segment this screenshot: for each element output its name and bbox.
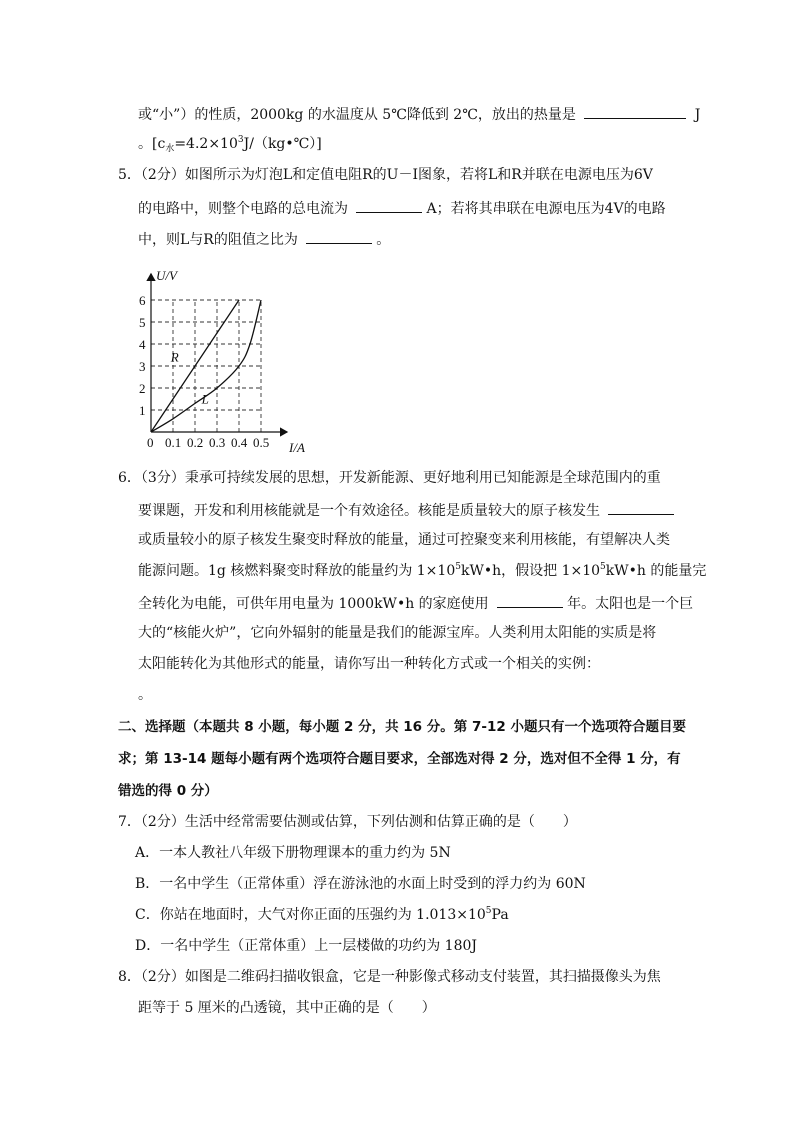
q8-line-1: 8．（2分）如图是二维码扫描收银盒，它是一种影像式移动支付装置，其扫描摄像头为焦	[118, 969, 661, 985]
q7-option-d[interactable]: D．一名中学生（正常体重）上一层楼做的功约为 180J	[135, 938, 478, 954]
u-i-graph	[128, 254, 328, 454]
answer-blank-fission[interactable]	[608, 500, 674, 515]
q7-option-c-exponent: 5	[485, 906, 492, 916]
y-tick-label: 5	[139, 315, 146, 330]
y-tick-label: 1	[139, 403, 146, 418]
q4-line-1	[138, 104, 700, 124]
q6-line-1: 6．（3分）秉承可持续发展的思想，开发新能源、更好地利用已知能源是全球范围内的重	[118, 470, 661, 486]
x-tick-label: 0.5	[253, 435, 270, 450]
q4-formula-start: 。[c	[138, 136, 166, 152]
q7-stem: 7．（2分）生活中经常需要估测或估算，下列估测和估算正确的是（ ）	[118, 814, 577, 830]
q4-exponent: 3	[237, 135, 244, 145]
x-tick-label: 0	[147, 435, 154, 450]
q6-exponent-1: 5	[455, 562, 461, 572]
q5-line-3	[138, 229, 390, 249]
answer-blank-years[interactable]	[497, 593, 563, 608]
x-tick-label: 0.2	[187, 435, 204, 450]
y-tick-label: 2	[139, 381, 146, 396]
q6-text-4c: kW•h 的能量完	[605, 563, 707, 579]
x-tick-label: 0.4	[231, 435, 248, 450]
section-heading-line-2: 求；第 13-14 题每小题有两个选项符合题目要求，全部选对得 2 分，选对但不全得 1 分，有	[118, 751, 681, 767]
q6-line-5	[138, 593, 693, 613]
q6-line-7: 太阳能转化为其他形式的能量，请你写出一种转化方式或一个相关的实例：	[138, 656, 600, 672]
q6-line-3: 或质量较小的原子核发生聚变时释放的能量，通过可控聚变来利用核能，有望解决人类	[138, 532, 670, 548]
q4-subscript: 水	[165, 144, 175, 154]
q6-text-4b: kW•h，假设把 1×10	[460, 563, 601, 579]
q7-option-c-unit: Pa	[491, 907, 509, 923]
q8-line-2: 距等于 5 厘米的凸透镜，其中正确的是（ ）	[138, 1000, 436, 1016]
answer-blank-heat[interactable]	[584, 104, 686, 119]
q6-text-5b: 年。太阳也是一个巨	[567, 596, 694, 612]
x-tick-label: 0.1	[165, 435, 182, 450]
q5-line-1: 5．（2分）如图所示为灯泡L和定值电阻R的U－I图象，若将L和R并联在电源电压为6V	[118, 167, 653, 183]
q4-line-2	[138, 135, 322, 153]
answer-blank-resistance-ratio[interactable]	[306, 229, 372, 244]
q6-exponent-2: 5	[600, 562, 606, 572]
q7-option-a[interactable]: A．一本人教社八年级下册物理课本的重力约为 5N	[135, 845, 451, 861]
y-tick-label: 4	[139, 337, 146, 352]
q5-text-d: 。	[376, 232, 391, 248]
y-axis-label: U/V	[156, 268, 177, 283]
q4-unit: J	[694, 107, 701, 123]
q7-option-b[interactable]: B．一名中学生（正常体重）浮在游泳池的水面上时受到的浮力约为 60N	[135, 876, 586, 892]
q6-line-8: 。	[138, 687, 152, 703]
q5-text-a: 的电路中，则整个电路的总电流为	[138, 201, 348, 217]
q5-text-c: 中，则L与R的阻值之比为	[138, 232, 298, 248]
q6-line-6: 大的“核能火炉”，它向外辐射的能量是我们的能源宝库。人类利用太阳能的实质是将	[138, 625, 657, 641]
section-heading-line-3: 错选的得 0 分）	[118, 783, 218, 799]
tick-labels	[139, 293, 269, 450]
q6-text-5a: 全转化为电能，可供年用电量为 1000kW•h 的家庭使用	[138, 596, 489, 612]
chart-grid	[151, 300, 261, 432]
y-tick-label: 6	[139, 293, 146, 308]
x-axis-label: I/A	[289, 440, 305, 454]
q6-text-4a: 能源问题。1g 核燃料聚变时释放的能量约为 1×10	[138, 563, 456, 579]
y-tick-label: 3	[139, 359, 146, 374]
q6-line-2	[138, 500, 678, 520]
q4-formula-end: J/（kg•℃）]	[243, 136, 322, 152]
q6-text-2: 要课题，开发和利用核能就是一个有效途径。核能是质量较大的原子核发生	[138, 503, 600, 519]
series-label-R: R	[170, 349, 179, 365]
q7-option-c-text: C．你站在地面时，大气对你正面的压强约为 1.013×10	[135, 907, 486, 923]
q6-line-4	[138, 562, 706, 580]
series-label-L: L	[201, 391, 209, 407]
q7-option-c[interactable]	[135, 906, 509, 924]
q4-text: 或“小”）的性质，2000kg 的水温度从 5℃降低到 2℃，放出的热量是	[138, 107, 576, 123]
q4-formula-mid: =4.2×10	[174, 136, 238, 152]
q5-line-2	[138, 198, 666, 218]
x-tick-label: 0.3	[209, 435, 226, 450]
answer-blank-total-current[interactable]	[356, 198, 422, 213]
q5-text-b: A；若将其串联在电源电压为4V的电路	[426, 201, 666, 217]
section-heading-line-1: 二、选择题（本题共 8 小题，每小题 2 分，共 16 分。第 7-12 小题只有一个选项符合题目要	[118, 719, 686, 735]
